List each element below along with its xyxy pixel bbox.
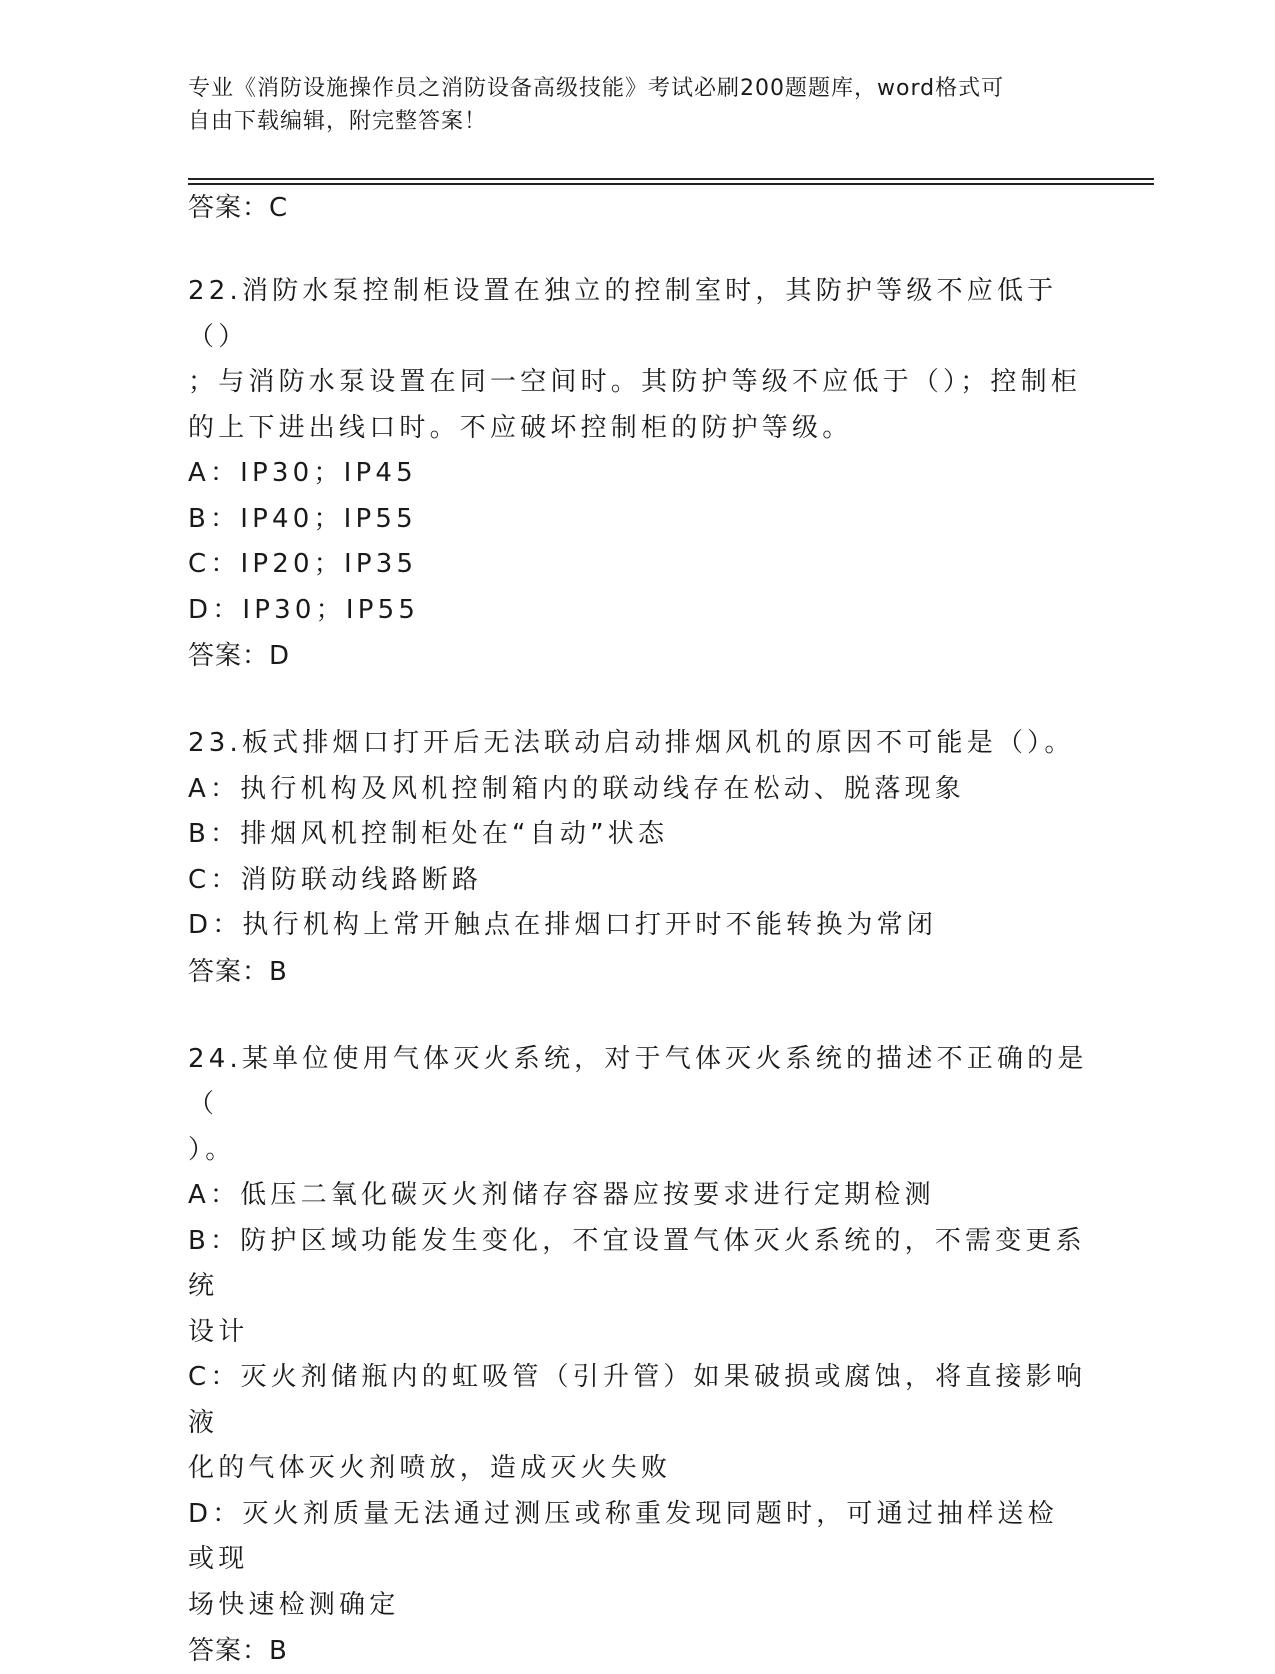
question-text-line: 23.板式排烟口打开后无法联动启动排烟风机的原因不可能是（）。 (188, 721, 1088, 767)
option-c: C：IP20；IP35 (188, 542, 1088, 588)
question-list (188, 185, 1088, 1674)
option-d-continued: 场快速检测确定 (188, 1583, 1088, 1629)
page-header (188, 72, 1068, 138)
option-d: D：灭火剂质量无法通过测压或称重发现同题时，可通过抽样送检或现 (188, 1492, 1088, 1583)
question-text-line: ）。 (188, 1128, 1088, 1174)
option-d: D：IP30；IP55 (188, 588, 1088, 634)
option-a: A：低压二氧化碳灭火剂储存容器应按要求进行定期检测 (188, 1173, 1088, 1219)
question-text-line: 的上下进出线口时。不应破坏控制柜的防护等级。 (188, 406, 1088, 452)
header-line-1: 专业《消防设施操作员之消防设备高级技能》考试必刷200题题库，word格式可 (188, 72, 1068, 105)
question-23 (188, 721, 1088, 995)
answer: 答案：B (188, 1628, 1088, 1674)
option-a: A：执行机构及风机控制箱内的联动线存在松动、脱落现象 (188, 767, 1088, 813)
option-b: B：防护区域功能发生变化，不宜设置气体灭火系统的，不需变更系统 (188, 1219, 1088, 1310)
option-b-continued: 设计 (188, 1310, 1088, 1356)
option-a: A：IP30；IP45 (188, 451, 1088, 497)
option-d: D：执行机构上常开触点在排烟口打开时不能转换为常闭 (188, 903, 1088, 949)
option-c-continued: 化的气体灭火剂喷放，造成灭火失败 (188, 1446, 1088, 1492)
question-text-line: ；与消防水泵设置在同一空间时。其防护等级不应低于（）；控制柜 (188, 360, 1088, 406)
option-c: C：灭火剂储瓶内的虹吸管（引升管）如果破损或腐蚀，将直接影响液 (188, 1355, 1088, 1446)
option-b: B：排烟风机控制柜处在“自动”状态 (188, 812, 1088, 858)
option-b: B：IP40；IP55 (188, 497, 1088, 543)
question-22 (188, 269, 1088, 679)
question-text-line: 22.消防水泵控制柜设置在独立的控制室时，其防护等级不应低于（） (188, 269, 1088, 360)
answer: 答案：D (188, 633, 1088, 679)
option-c: C：消防联动线路断路 (188, 858, 1088, 904)
question-24 (188, 1037, 1088, 1674)
previous-answer: 答案：C (188, 185, 1088, 231)
answer: 答案：B (188, 949, 1088, 995)
header-line-2: 自由下载编辑，附完整答案！ (188, 105, 1068, 138)
header-divider-top (188, 178, 1154, 180)
question-text-line: 24.某单位使用气体灭火系统，对于气体灭火系统的描述不正确的是（ (188, 1037, 1088, 1128)
